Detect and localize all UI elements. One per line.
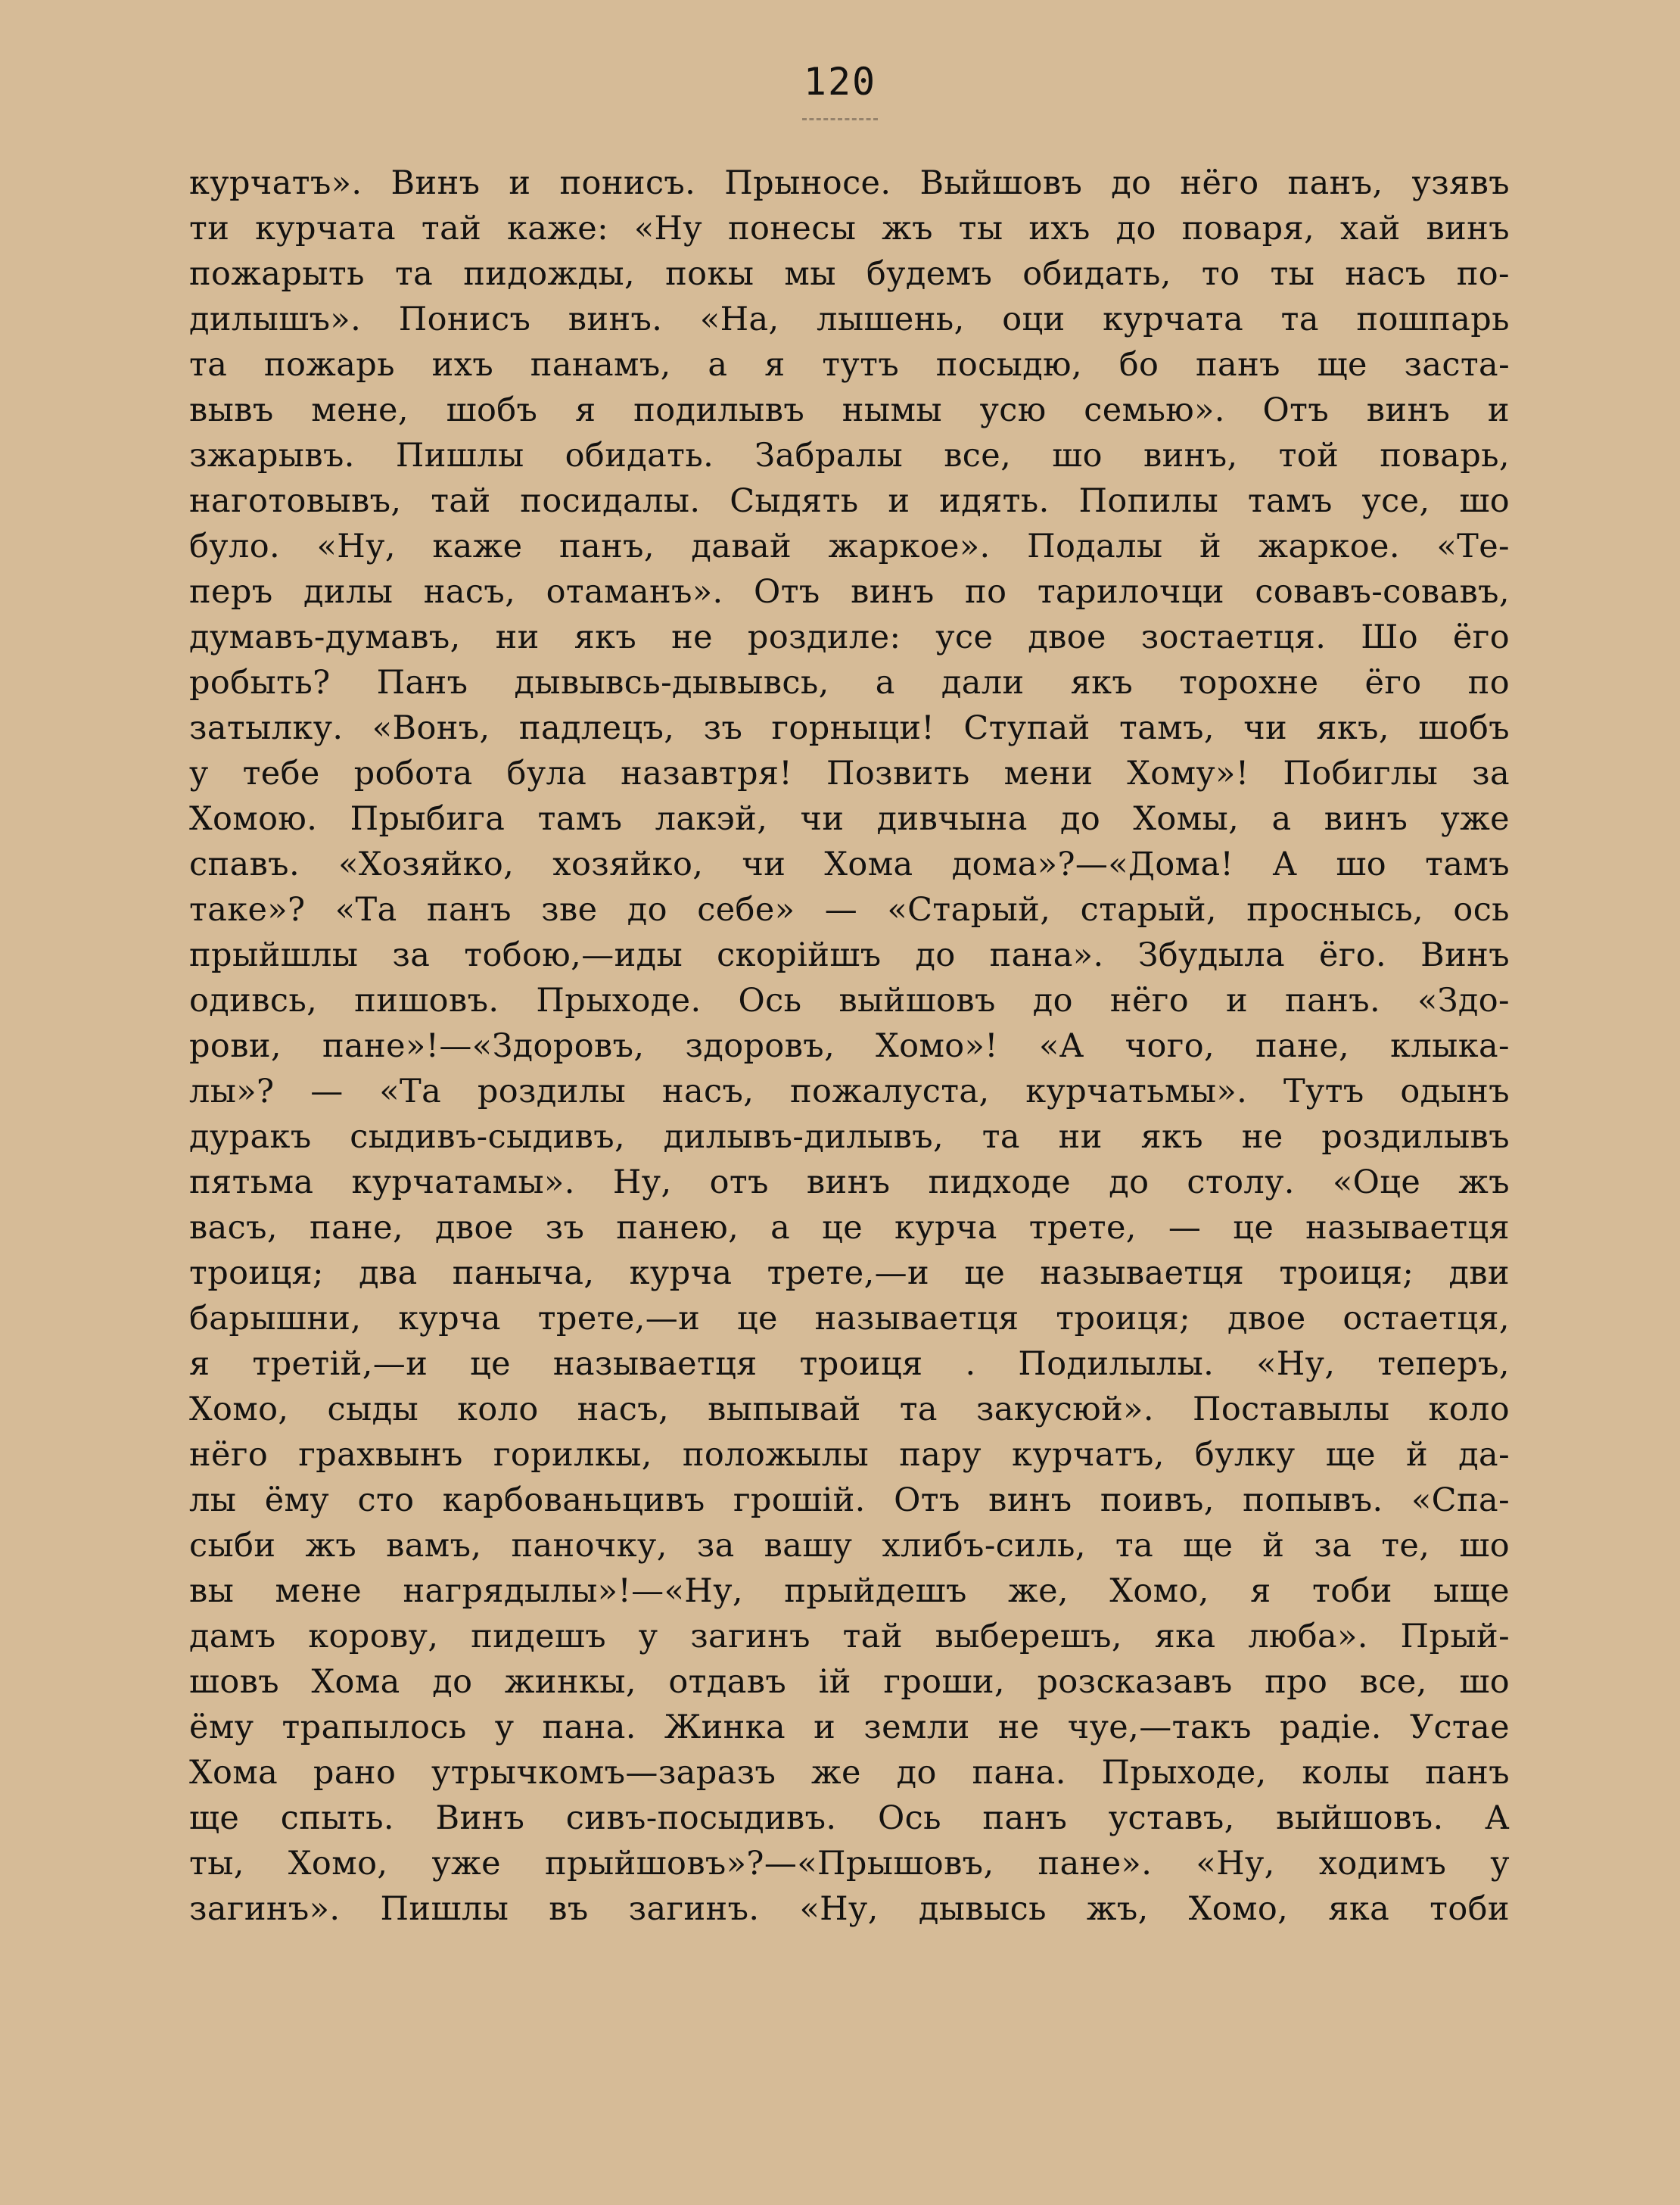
text-line: лы»? — «Та роздилы насъ, пожалуста, курчатьмы». Тутъ одынъ [189,1073,1510,1110]
text-line: ще спыть. Винъ сивъ-посыдивъ. Ось панъ уставъ, выйшовъ. А [189,1799,1510,1837]
text-line: пятьма курчатамы». Ну, отъ винъ пидходе до столу. «Оце жъ [189,1163,1510,1201]
text-line: у тебе робота була назавтря! Позвить мени Хому»! Побиглы за [189,755,1510,793]
text-line: шовъ Хома до жинкы, отдавъ ій гроши, розсказавъ про все, шо [189,1663,1510,1701]
text-line: дилышъ». Понисъ винъ. «На, лышень, оци курчата та пошпарь [189,301,1510,338]
text-line: робыть? Панъ дывывсь-дывывсь, а дали якъ торохне ёго по [189,664,1510,702]
text-line: вывъ мене, шобъ я подилывъ нымы усю семью». Отъ винъ и [189,391,1510,429]
page-number: 120 [803,60,877,104]
text-line: дамъ корову, пидешъ у загинъ тай выберешъ, яка люба». Прый- [189,1618,1510,1655]
text-line: барышни, курча трете,—и це называетця троиця; двое остаетця, [189,1300,1510,1338]
text-line: Хома рано утрычкомъ—заразъ же до пана. Прыходе, колы панъ [189,1754,1510,1792]
text-line: та пожарь ихъ панамъ, а я тутъ посыдю, бо панъ ще заста- [189,346,1510,384]
text-line: сыби жъ вамъ, паночку, за вашу хлибъ-силь, та ще й за те, шо [189,1527,1510,1565]
page-number-rule [802,118,878,120]
text-line: курчатъ». Винъ и понисъ. Прыносе. Выйшовъ до нёго панъ, узявъ [189,164,1510,202]
text-line: зжарывъ. Пишлы обидать. Забралы все, шо винъ, той поварь, [189,437,1510,475]
text-line: нёго грахвынъ горилкы, положылы пару курчатъ, булку ще й да- [189,1436,1510,1474]
text-line: ёму трапылось у пана. Жинка и земли не чуе,—такъ радіе. Устае [189,1708,1510,1746]
text-line: перъ дилы насъ, отаманъ». Отъ винъ по тарилочци совавъ-совавъ, [189,573,1510,611]
text-line: троиця; два паныча, курча трете,—и це называетця троиця; дви [189,1254,1510,1292]
text-line: одивсь, пишовъ. Прыходе. Ось выйшовъ до нёго и панъ. «Здо- [189,982,1510,1020]
text-line: затылку. «Вонъ, падлецъ, зъ горныци! Ступай тамъ, чи якъ, шобъ [189,709,1510,747]
text-line: я третій,—и це называетця троиця . Подилылы. «Ну, теперъ, [189,1345,1510,1383]
text-line: спавъ. «Хозяйко, хозяйко, чи Хома дома»?—«Дома! А шо тамъ [189,846,1510,883]
text-line: пожарыть та пидожды, покы мы будемъ обидать, то ты насъ по- [189,255,1510,293]
text-line: рови, пане»!—«Здоровъ, здоровъ, Хомо»! «А чого, пане, клыка- [189,1027,1510,1065]
text-line: думавъ-думавъ, ни якъ не роздиле: усе двое зостаетця. Шо ёго [189,618,1510,656]
text-line: загинъ». Пишлы въ загинъ. «Ну, дывысь жъ, Хомо, яка тоби [189,1890,1510,1928]
text-line: васъ, пане, двое зъ панею, а це курча трете, — це называетця [189,1209,1510,1247]
text-line: лы ёму сто карбованьцивъ грошій. Отъ винъ поивъ, попывъ. «Спа- [189,1481,1510,1519]
text-line: дуракъ сыдивъ-сыдивъ, дилывъ-дилывъ, та ни якъ не роздилывъ [189,1118,1510,1156]
text-line: таке»? «Та панъ зве до себе» — «Старый, старый, проснысь, ось [189,891,1510,929]
text-line: Хомою. Прыбига тамъ лакэй, чи дивчына до Хомы, а винъ уже [189,800,1510,838]
page-text [189,160,1510,2113]
text-line: було. «Ну, каже панъ, давай жаркое». Подалы й жаркое. «Те- [189,528,1510,565]
text-line: вы мене нагрядылы»!—«Ну, прыйдешъ же, Хомо, я тоби ыще [189,1572,1510,1610]
text-line: ти курчата тай каже: «Ну понесы жъ ты ихъ до поваря, хай винъ [189,210,1510,248]
text-line: Хомо, сыды коло насъ, выпывай та закусюй». Поставылы коло [189,1391,1510,1428]
text-line: прыйшлы за тобою,—иды скорійшъ до пана». Збудыла ёго. Винъ [189,936,1510,974]
text-line: ты, Хомо, уже прыйшовъ»?—«Прышовъ, пане». «Ну, ходимъ у [189,1845,1510,1883]
text-line: наготовывъ, тай посидалы. Сыдять и идять. Попилы тамъ усе, шо [189,482,1510,520]
